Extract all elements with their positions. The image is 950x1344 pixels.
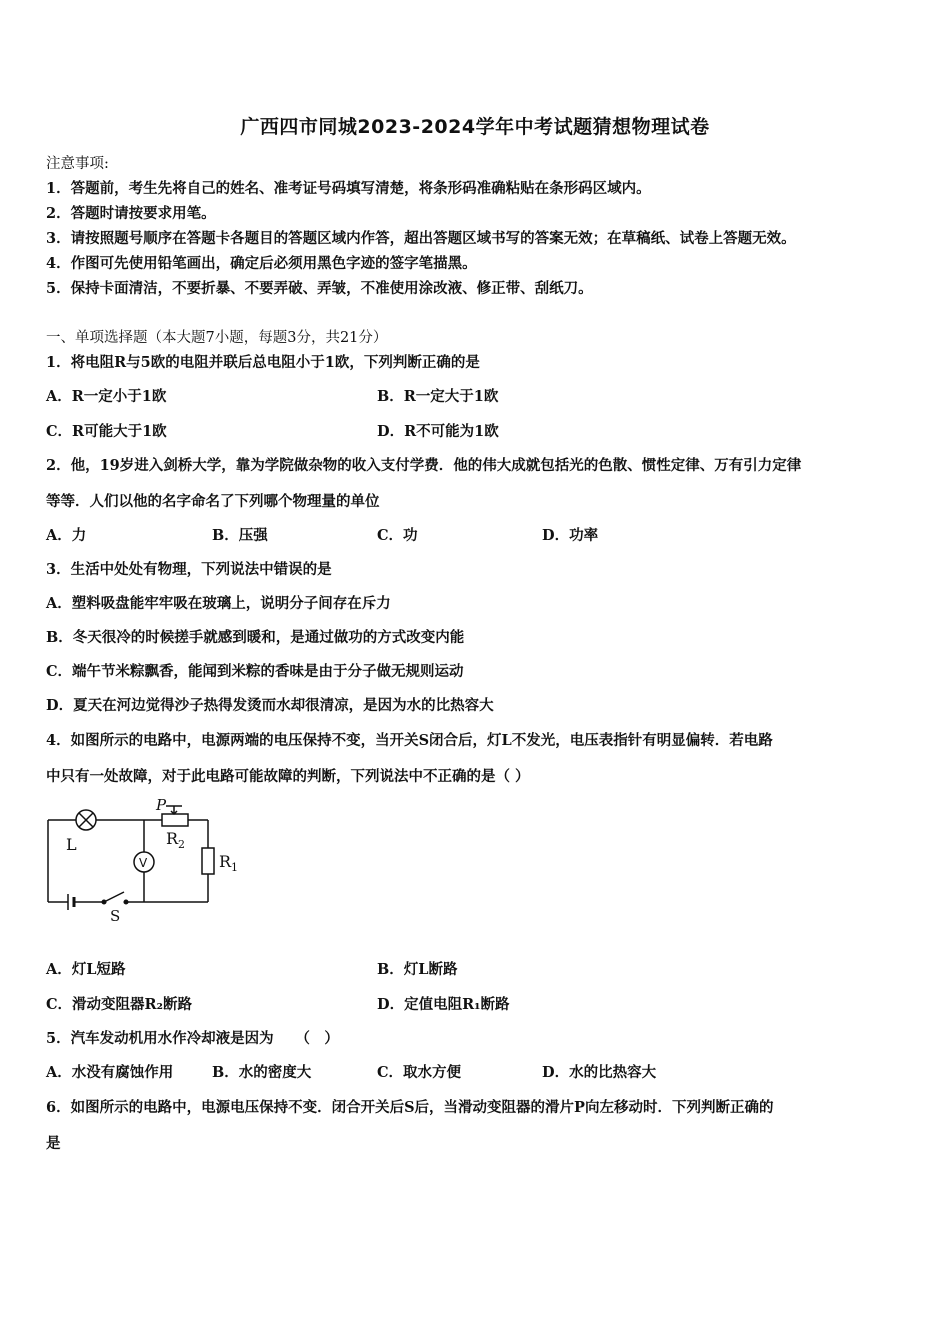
lamp-label: L bbox=[66, 835, 77, 854]
question-2-stem: 2．他，19岁进入剑桥大学，靠为学院做杂物的收入支付学费．他的伟大成就包括光的色散、惯性定律、万有引力定律 bbox=[46, 457, 802, 474]
q4-option-c: C．滑动变阻器R₂断路 bbox=[46, 996, 192, 1013]
resistor-r1-icon bbox=[202, 848, 214, 874]
notice-item: 4．作图可先使用铅笔画出，确定后必须用黑色字迹的签字笔描黑。 bbox=[46, 255, 477, 272]
notice-item: 2．答题时请按要求用笔。 bbox=[46, 205, 216, 222]
notice-item: 3．请按照题号顺序在答题卡各题目的答题区域内作答，超出答题区域书写的答案无效；在草稿纸、试卷上答题无效。 bbox=[46, 230, 796, 247]
question-5-stem: 5．汽车发动机用水作冷却液是因为 （ ） bbox=[46, 1030, 339, 1047]
notice-item: 1．答题前，考生先将自己的姓名、准考证号码填写清楚，将条形码准确粘贴在条形码区域内。 bbox=[46, 180, 651, 197]
resistor-label: R bbox=[219, 852, 232, 871]
resistor-subscript: 1 bbox=[231, 861, 238, 874]
question-2-stem-cont: 等等．人们以他的名字命名了下列哪个物理量的单位 bbox=[46, 493, 380, 510]
q3-option-c: C．端午节米粽飘香，能闻到米粽的香味是由于分子做无规则运动 bbox=[46, 663, 464, 680]
voltmeter-label: V bbox=[139, 856, 148, 870]
q4-option-a: A．灯L短路 bbox=[46, 961, 126, 978]
section-heading: 一、单项选择题（本大题7小题，每题3分，共21分） bbox=[46, 330, 388, 346]
q3-option-b: B．冬天很冷的时候搓手就感到暖和，是通过做功的方式改变内能 bbox=[46, 629, 465, 646]
q1-option-b: B．R一定大于1欧 bbox=[377, 388, 499, 405]
page-title: 广西四市同城2023-2024学年中考试题猜想物理试卷 bbox=[240, 116, 710, 138]
q1-option-a: A．R一定小于1欧 bbox=[46, 388, 167, 405]
q5-option-b: B．水的密度大 bbox=[212, 1064, 312, 1081]
q3-option-a: A．塑料吸盘能牢牢吸在玻璃上，说明分子间存在斥力 bbox=[46, 595, 391, 612]
switch-icon bbox=[104, 892, 124, 902]
q2-option-d: D．功率 bbox=[542, 527, 599, 544]
rheostat-icon bbox=[162, 814, 188, 826]
question-4-stem: 4．如图所示的电路中，电源两端的电压保持不变，当开关S闭合后，灯L不发光，电压表指针有明显偏转．若电路 bbox=[46, 732, 773, 749]
question-1-stem: 1．将电阻R与5欧的电阻并联后总电阻小于1欧，下列判断正确的是 bbox=[46, 354, 480, 371]
q2-option-a: A．力 bbox=[46, 527, 87, 544]
q1-option-c: C．R可能大于1欧 bbox=[46, 423, 167, 440]
q5-option-d: D．水的比热容大 bbox=[542, 1064, 657, 1081]
rheostat-subscript: 2 bbox=[178, 838, 185, 851]
q2-option-c: C．功 bbox=[377, 527, 418, 544]
question-6-stem: 6．如图所示的电路中，电源电压保持不变．闭合开关后S后，当滑动变阻器的滑片P向左移动时．下列判断正确的 bbox=[46, 1099, 774, 1116]
q2-option-b: B．压强 bbox=[212, 527, 268, 544]
q1-option-d: D．R不可能为1欧 bbox=[377, 423, 499, 440]
notice-item: 5．保持卡面清洁，不要折暴、不要弄破、弄皱，不准使用涂改液、修正带、刮纸刀。 bbox=[46, 280, 593, 297]
question-4-stem-cont: 中只有一处故障，对于此电路可能故障的判断，下列说法中不正确的是（ ） bbox=[46, 768, 530, 785]
q3-option-d: D．夏天在河边觉得沙子热得发烫而水却很清凉，是因为水的比热容大 bbox=[46, 697, 494, 714]
slider-label: P bbox=[156, 796, 167, 814]
question-3-stem: 3．生活中处处有物理，下列说法中错误的是 bbox=[46, 561, 332, 578]
rheostat-label: R bbox=[166, 829, 179, 848]
switch-label: S bbox=[110, 907, 121, 925]
question-6-stem-cont: 是 bbox=[46, 1135, 61, 1152]
q4-option-d: D．定值电阻R₁断路 bbox=[377, 996, 510, 1013]
q5-option-a: A．水没有腐蚀作用 bbox=[46, 1064, 174, 1081]
circuit-diagram bbox=[44, 796, 254, 926]
q5-option-c: C．取水方便 bbox=[377, 1064, 462, 1081]
q4-option-b: B．灯L断路 bbox=[377, 961, 458, 978]
notice-heading: 注意事项: bbox=[46, 156, 109, 172]
